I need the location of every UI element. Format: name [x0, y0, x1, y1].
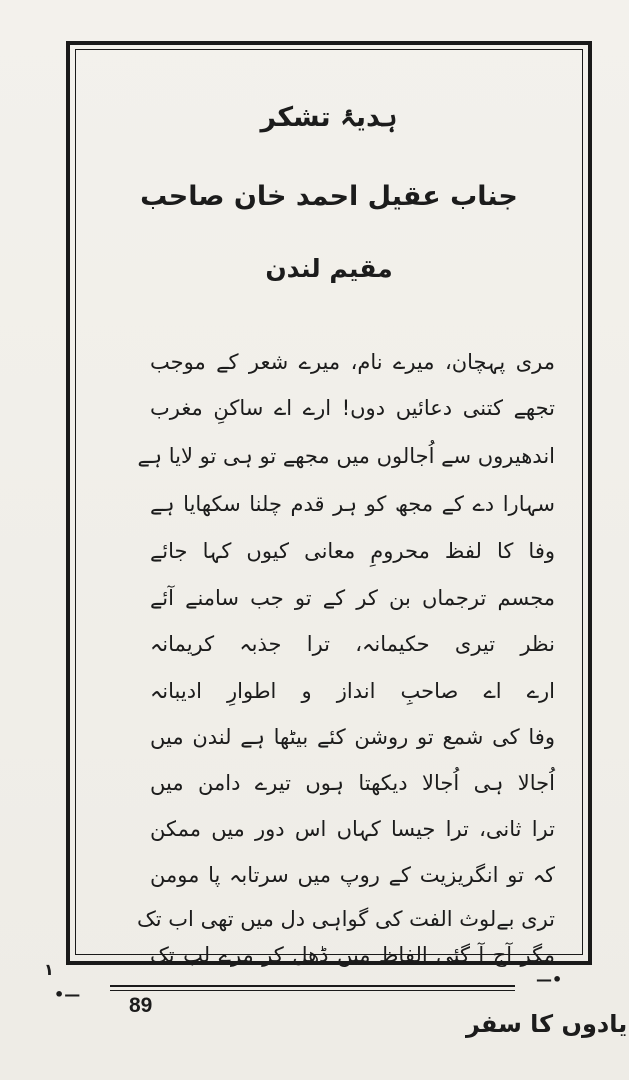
page-number: 89: [129, 994, 153, 1017]
poem-line: تجھے کتنی دعائیں دوں! ارے اے ساکنِ مغرب: [150, 396, 555, 420]
poem-line: اندھیروں سے اُجالوں میں مجھے تو ہی تو لایا ہے: [137, 444, 555, 468]
poem-line: مگر آج آ گئی الفاظ میں ڈھل کر مرے لب تک: [150, 943, 555, 967]
dedication-title: ہدیۂ تشکر: [260, 102, 398, 133]
footer-ornament-left: •—: [54, 985, 81, 1004]
footer-ornament-right: —•: [536, 970, 563, 989]
poem-line: مجسم ترجماں بن کر کے تو جب سامنے آئے: [150, 586, 555, 610]
footer-rule-thin: [110, 990, 515, 991]
poem-line: اُجالا ہی اُجالا دیکھتا ہوں تیرے دامن میں: [150, 771, 555, 795]
dedicatee-name: جناب عقیل احمد خان صاحب: [140, 181, 518, 212]
book-title: یادوں کا سفر: [466, 1010, 628, 1038]
poem-line: تری بےلوث الفت کی گواہی دل میں تھی اب تک: [136, 907, 555, 931]
poem-line: کہ تو انگریزیت کے روپ میں سرتابہ پا مومن: [150, 863, 555, 887]
page-ornament: ۱: [44, 960, 54, 979]
poem-line: وفا کا لفظ محرومِ معانی کیوں کہا جائے: [150, 539, 555, 563]
footer-rule: [110, 985, 515, 987]
dedicatee-residence: مقیم لندن: [265, 254, 393, 283]
poem-line: ترا ثانی، ترا جیسا کہاں اس دور میں ممکن: [150, 817, 555, 841]
poem-line: ارے اے صاحبِ انداز و اطوارِ ادیبانہ: [150, 679, 555, 703]
poem-line: وفا کی شمع تو روشن کئے بیٹھا ہے لندن میں: [150, 725, 555, 749]
poem-line: سہارا دے کے مجھ کو ہر قدم چلنا سکھایا ہے: [150, 492, 555, 516]
poem-line: نظر تیری حکیمانہ، ترا جذبہ کریمانہ: [150, 632, 555, 656]
poem-line: مری پہچان، میرے نام، میرے شعر کے موجب: [150, 350, 555, 374]
